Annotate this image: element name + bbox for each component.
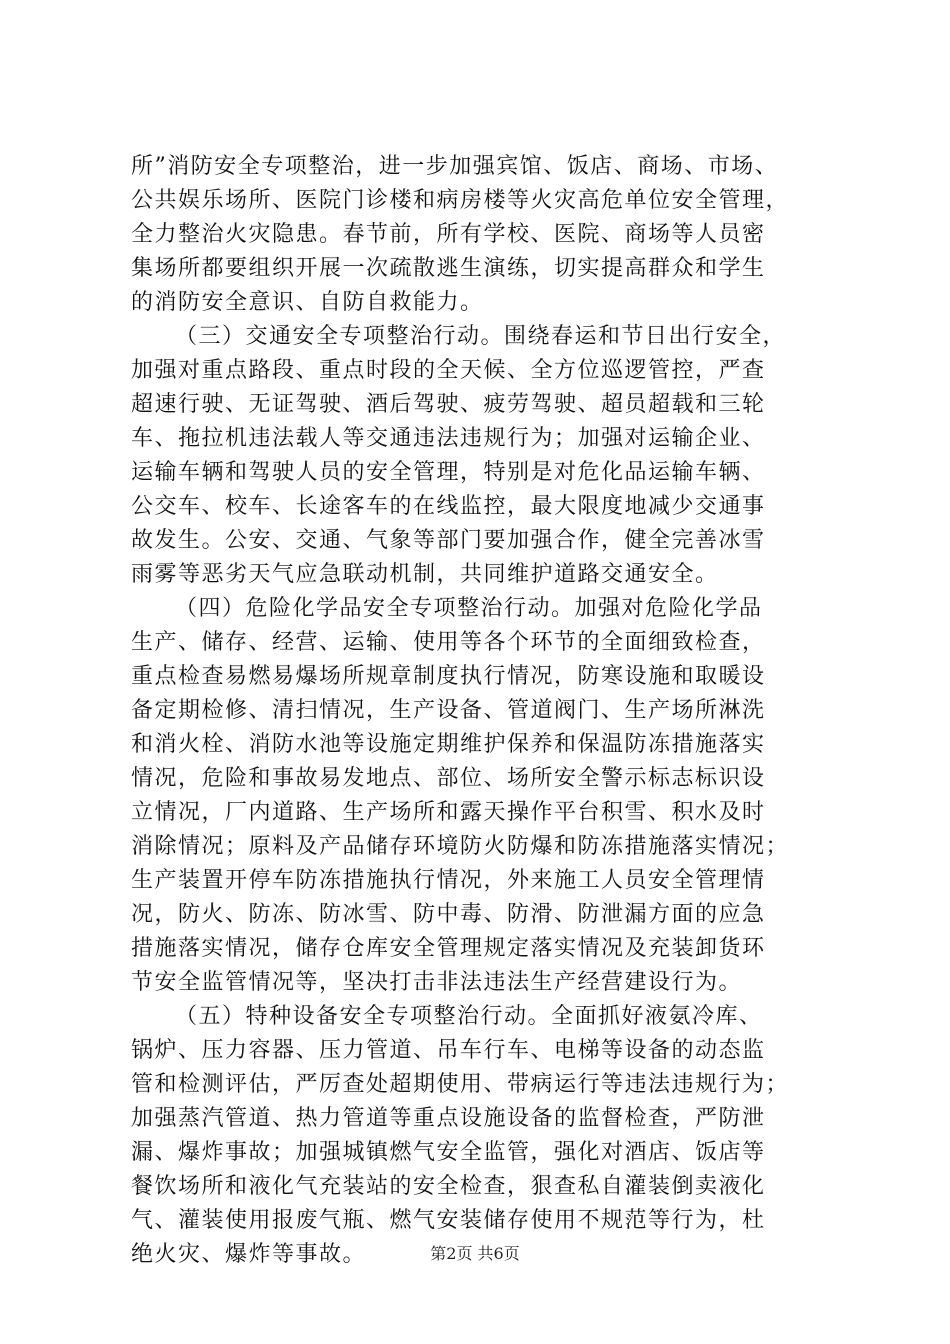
text-line: 餐饮场所和液化气充装站的安全检查，狠查私自灌装倒卖液化 <box>131 1174 766 1199</box>
text-line: 锅炉、压力容器、压力管道、吊车行车、电梯等设备的动态监 <box>131 1038 766 1063</box>
text-line: 全力整治火灾隐患。春节前，所有学校、医院、商场等人员密 <box>131 222 766 247</box>
text-line: 超速行驶、无证驾驶、酒后驾驶、疲劳驾驶、超员超载和三轮 <box>131 392 766 417</box>
text-line: 节安全监管情况等，坚决打击非法违法生产经营建设行为。 <box>131 970 743 995</box>
text-line: 雨雾等恶劣天气应急联动机制，共同维护道路交通安全。 <box>131 562 719 587</box>
text-line: 措施落实情况，储存仓库安全管理规定落实情况及充装卸货环 <box>131 936 766 961</box>
text-line: 车、拖拉机违法载人等交通违法违规行为；加强对运输企业、 <box>131 426 766 451</box>
text-line: 故发生。公安、交通、气象等部门要加强合作，健全完善冰雪 <box>131 528 766 553</box>
text-line: 备定期检修、清扫情况，生产设备、管道阀门、生产场所淋洗 <box>131 698 766 723</box>
text-line: 绝火灾、爆炸等事故。 <box>131 1242 367 1267</box>
text-line: 生产装置开停车防冻措施执行情况，外来施工人员安全管理情 <box>131 868 766 893</box>
text-line: 立情况，厂内道路、生产场所和露天操作平台积雪、积水及时 <box>131 800 766 825</box>
text-line: 重点检查易燃易爆场所规章制度执行情况，防寒设施和取暖设 <box>131 664 766 689</box>
page-number: 第2页 共6页 <box>430 1244 520 1263</box>
text-line: 运输车辆和驾驶人员的安全管理，特别是对危化品运输车辆、 <box>131 460 766 485</box>
section-heading-line: （四）危险化学品安全专项整治行动。加强对危险化学品 <box>175 596 763 621</box>
text-line: 情况，危险和事故易发地点、部位、场所安全警示标志标识设 <box>131 766 766 791</box>
page-footer <box>0 1244 950 1264</box>
text-line: 集场所都要组织开展一次疏散逃生演练，切实提高群众和学生 <box>131 256 766 281</box>
text-line: 加强蒸汽管道、热力管道等重点设施设备的监督检查，严防泄 <box>131 1106 766 1131</box>
text-line: 的消防安全意识、自防自救能力。 <box>131 290 484 315</box>
text-line: 公交车、校车、长途客车的在线监控，最大限度地减少交通事 <box>131 494 766 519</box>
text-line: 加强对重点路段、重点时段的全天候、全方位巡逻管控，严查 <box>131 358 766 383</box>
document-body <box>131 150 831 1272</box>
text-line: 公共娱乐场所、医院门诊楼和病房楼等火灾高危单位安全管理， <box>131 188 790 213</box>
section-heading-line: （三）交通安全专项整治行动。围绕春运和节日出行安全， <box>175 324 787 349</box>
section-heading-line: （五）特种设备安全专项整治行动。全面抓好液氨冷库、 <box>175 1004 763 1029</box>
text-line: 消除情况；原料及产品储存环境防火防爆和防冻措施落实情况； <box>131 834 790 859</box>
text-line: 管和检测评估，严厉查处超期使用、带病运行等违法违规行为； <box>131 1072 790 1097</box>
text-line: 和消火栓、消防水池等设施定期维护保养和保温防冻措施落实 <box>131 732 766 757</box>
text-line: 气、灌装使用报废气瓶、燃气安装储存使用不规范等行为，杜 <box>131 1208 766 1233</box>
text-line: 漏、爆炸事故；加强城镇燃气安全监管，强化对酒店、饭店等 <box>131 1140 766 1165</box>
text-line: 所”消防安全专项整治，进一步加强宾馆、饭店、商场、市场、 <box>131 154 779 179</box>
text-line: 况，防火、防冻、防冰雪、防中毒、防滑、防泄漏方面的应急 <box>131 902 766 927</box>
text-line: 生产、储存、经营、运输、使用等各个环节的全面细致检查， <box>131 630 766 655</box>
